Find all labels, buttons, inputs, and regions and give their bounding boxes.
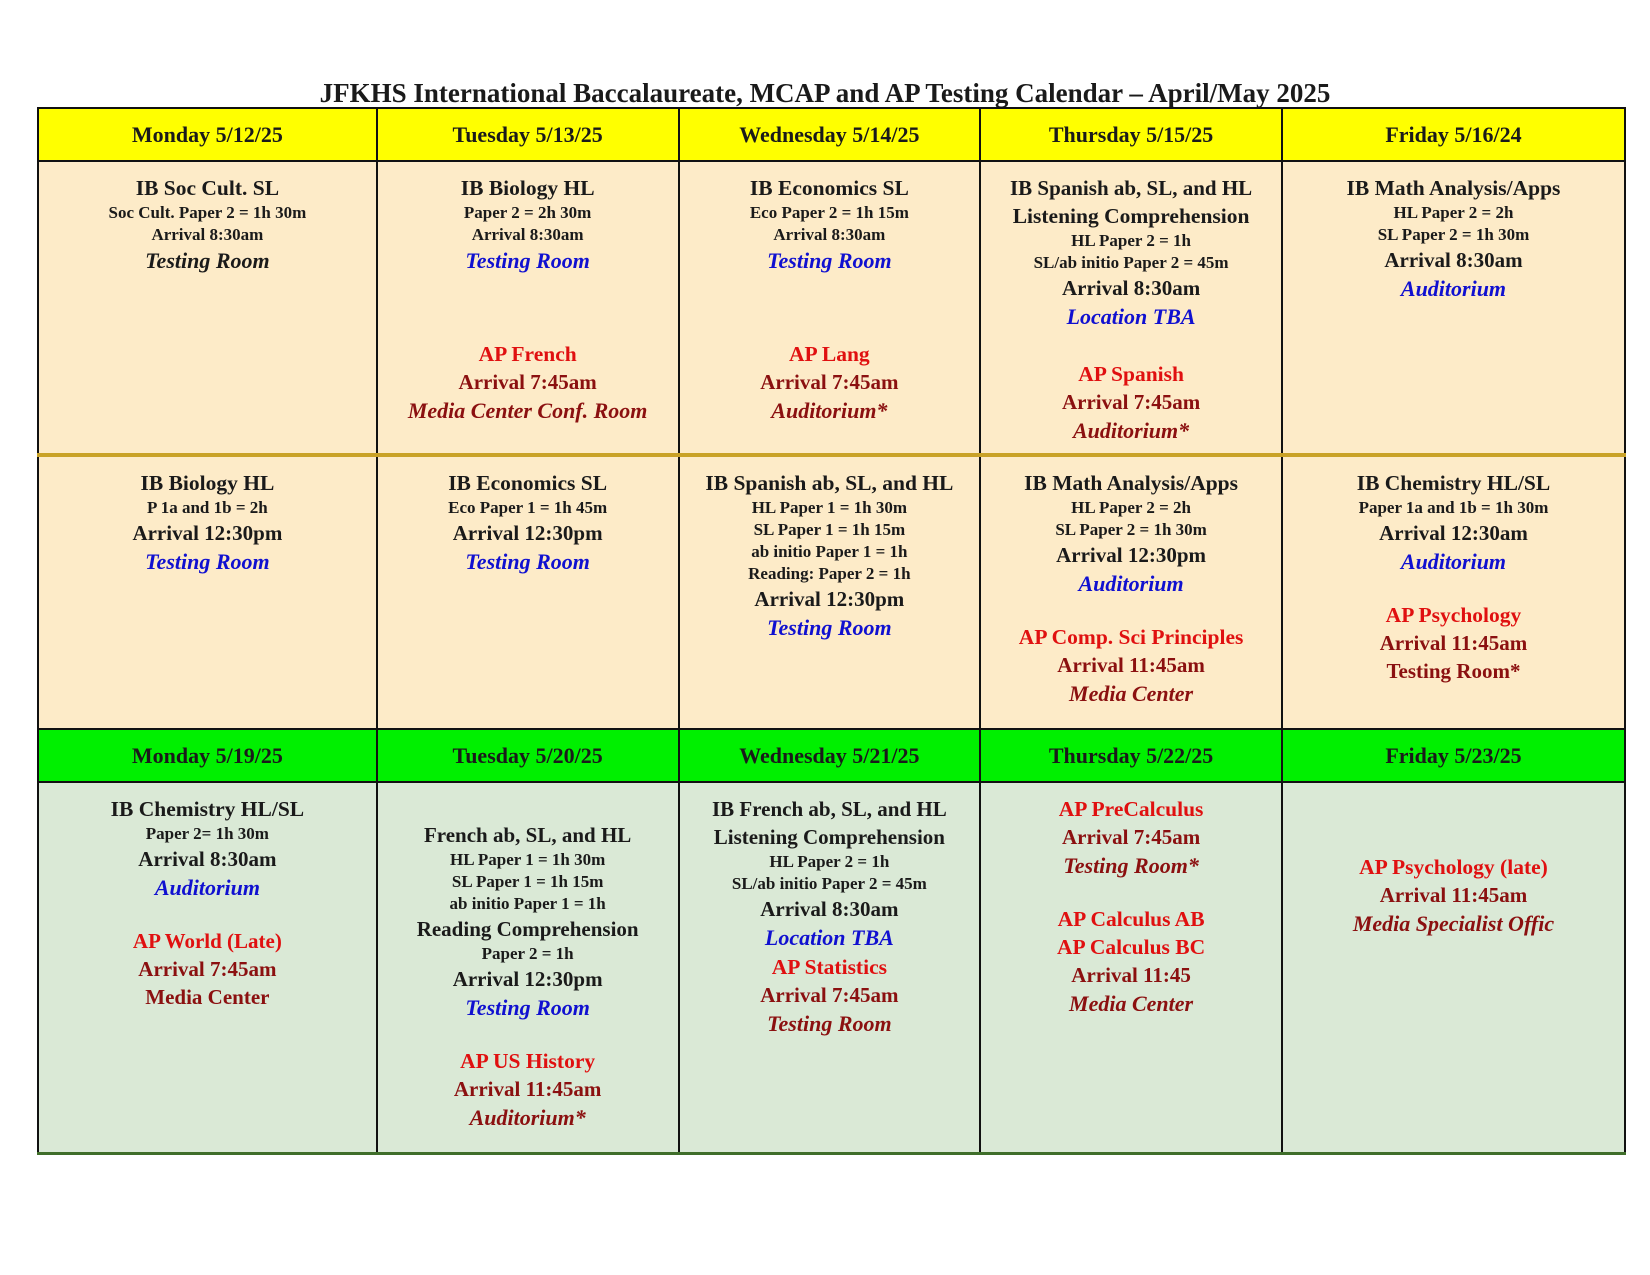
exam-name: IB Math Analysis/Apps (1346, 176, 1561, 200)
paper-duration: SL Paper 2 = 1h 30m (1055, 520, 1207, 539)
cell-tue-w2 (377, 782, 679, 1154)
location: Location TBA (1066, 304, 1196, 329)
exam-name: IB Economics SL (749, 176, 909, 200)
ap-location: Auditorium* (1073, 418, 1190, 443)
ap-exam-name: AP PreCalculus (1058, 797, 1204, 821)
ap-location: Media Center (1069, 681, 1194, 706)
arrival-time: Arrival 8:30am (1384, 248, 1523, 272)
week1-morning-row (38, 161, 1625, 455)
exam-name: IB Spanish ab, SL, and HL (1009, 176, 1253, 200)
arrival-time: Arrival 8:30am (471, 225, 584, 244)
exam-name: IB French ab, SL, and HL (711, 797, 947, 821)
day-header-tue: Tuesday 5/20/25 (377, 729, 679, 782)
paper-duration: Paper 2= 1h 30m (145, 824, 269, 843)
cell-mon-w2 (38, 782, 377, 1154)
day-header-thu: Thursday 5/15/25 (980, 108, 1282, 161)
ap-location: Auditorium* (771, 398, 888, 423)
day-header-wed: Wednesday 5/14/25 (679, 108, 981, 161)
ap-arrival-time: Arrival 11:45am (1057, 653, 1205, 677)
ap-location: Media Center (1069, 991, 1194, 1016)
page-title: JFKHS International Baccalaureate, MCAP and AP Testing Calendar – April/May 2025 (319, 78, 1331, 108)
paper-duration: HL Paper 1 = 1h 30m (449, 850, 606, 869)
location: Auditorium (1078, 571, 1184, 596)
ap-location: Auditorium* (469, 1105, 586, 1130)
location: Location TBA (764, 925, 894, 950)
day-header-fri: Friday 5/16/24 (1282, 108, 1625, 161)
day-header-mon: Monday 5/12/25 (38, 108, 377, 161)
paper-duration: Eco Paper 2 = 1h 15m (749, 203, 909, 222)
week1-afternoon-row (38, 455, 1625, 729)
arrival-time: Arrival 12:30pm (452, 521, 603, 545)
location: Testing Room (145, 549, 270, 574)
paper-duration: ab initio Paper 1 = 1h (751, 542, 908, 561)
ap-exam-name: AP Comp. Sci Principles (1018, 625, 1244, 649)
day-header-fri: Friday 5/23/25 (1282, 729, 1625, 782)
cell-mon-pm (38, 455, 377, 729)
exam-name: IB Biology HL (140, 471, 275, 495)
exam-name: IB Chemistry HL/SL (1356, 471, 1551, 495)
cell-fri-am (1282, 161, 1625, 455)
exam-name: IB Economics SL (448, 471, 608, 495)
ap-arrival-time: Arrival 7:45am (1061, 825, 1201, 849)
cell-fri-w2 (1282, 782, 1625, 1154)
ap-arrival-time: Arrival 7:45am (458, 370, 597, 394)
ap-location: Media Center Conf. Room (407, 398, 648, 423)
ap-arrival-time: Arrival 11:45am (1379, 883, 1528, 907)
ap-exam-name: AP US History (460, 1049, 596, 1073)
exam-subtitle: Listening Comprehension (713, 825, 945, 849)
paper-duration: HL Paper 2 = 2h (1071, 498, 1192, 517)
day-header-mon: Monday 5/19/25 (38, 729, 377, 782)
ap-exam-name: AP French (478, 342, 577, 366)
arrival-time: Arrival 8:30am (138, 847, 277, 871)
paper-duration: P 1a and 1b = 2h (147, 498, 268, 517)
exam-subtitle: Listening Comprehension (1012, 204, 1250, 228)
location: Auditorium (1400, 276, 1507, 301)
cell-mon-am (38, 161, 377, 455)
exam-name: French ab, SL, and HL (423, 823, 632, 847)
paper-duration: SL/ab initio Paper 2 = 45m (731, 874, 927, 893)
location: Testing Room (145, 248, 270, 273)
paper-duration: SL Paper 1 = 1h 15m (753, 520, 906, 539)
exam-name: IB Soc Cult. SL (135, 176, 280, 200)
ap-arrival-time: Arrival 11:45am (453, 1077, 602, 1101)
arrival-time: Arrival 12:30am (1379, 521, 1528, 545)
ap-exam-name: AP Statistics (771, 955, 887, 979)
ap-exam-name: AP Lang (789, 342, 870, 366)
arrival-time: Arrival 8:30am (773, 225, 886, 244)
paper-duration: HL Paper 2 = 1h (769, 852, 890, 871)
ap-location: Testing Room* (1386, 659, 1521, 683)
ap-exam-name: AP Calculus BC (1057, 935, 1206, 959)
ap-exam-name: AP Psychology (1385, 603, 1522, 627)
paper-duration: Paper 2 = 2h 30m (463, 203, 592, 222)
location: Auditorium (154, 875, 260, 900)
cell-wed-w2 (679, 782, 981, 1154)
ap-location: Testing Room (767, 1011, 892, 1036)
ap-arrival-time: Arrival 7:45am (138, 957, 277, 981)
ap-exam-name: AP Psychology (late) (1359, 855, 1548, 879)
location: Testing Room (767, 248, 892, 273)
location: Auditorium (1400, 549, 1507, 574)
location: Testing Room (465, 248, 590, 273)
paper-duration: SL/ab initio Paper 2 = 45m (1033, 253, 1229, 272)
cell-wed-am (679, 161, 981, 455)
arrival-time: Arrival 12:30pm (452, 967, 603, 991)
ap-arrival-time: Arrival 11:45am (1379, 631, 1528, 655)
paper-duration: HL Paper 2 = 1h (1071, 231, 1192, 250)
ap-exam-name: AP Calculus AB (1057, 907, 1205, 931)
ap-arrival-time: Arrival 7:45am (760, 983, 899, 1007)
ap-arrival-time: Arrival 7:45am (1061, 390, 1201, 414)
location: Testing Room (465, 549, 590, 574)
ap-location: Testing Room* (1063, 853, 1199, 878)
location: Testing Room (767, 615, 892, 640)
cell-tue-am (377, 161, 679, 455)
paper-duration: SL Paper 1 = 1h 15m (451, 872, 604, 891)
arrival-time: Arrival 12:30pm (1056, 543, 1207, 567)
day-header-thu: Thursday 5/22/25 (980, 729, 1282, 782)
exam-name: IB Biology HL (460, 176, 595, 200)
paper-duration: ab initio Paper 1 = 1h (449, 894, 606, 913)
paper-duration: Paper 1a and 1b = 1h 30m (1358, 498, 1549, 517)
cell-thu-w2 (980, 782, 1282, 1154)
paper-duration: Eco Paper 1 = 1h 45m (448, 498, 608, 517)
cell-thu-pm (980, 455, 1282, 729)
week1-header-row (38, 108, 1625, 161)
arrival-time: Arrival 8:30am (151, 225, 264, 244)
cell-fri-pm (1282, 455, 1625, 729)
arrival-time: Arrival 8:30am (760, 897, 899, 921)
paper-duration: Paper 2 = 1h (481, 944, 574, 963)
paper-duration: Reading: Paper 2 = 1h (748, 564, 911, 583)
day-header-tue: Tuesday 5/13/25 (377, 108, 679, 161)
ap-arrival-time: Arrival 7:45am (760, 370, 899, 394)
day-header-wed: Wednesday 5/21/25 (679, 729, 981, 782)
testing-calendar (37, 107, 1626, 1155)
paper-duration: SL Paper 2 = 1h 30m (1377, 225, 1530, 244)
ap-location: Media Specialist Offic (1352, 911, 1555, 936)
cell-wed-pm (679, 455, 981, 729)
week2-header-row (38, 729, 1625, 782)
paper-duration: HL Paper 1 = 1h 30m (751, 498, 908, 517)
paper-duration: Soc Cult. Paper 2 = 1h 30m (108, 203, 307, 222)
exam-name: IB Math Analysis/Apps (1024, 471, 1239, 495)
cell-thu-am (980, 161, 1282, 455)
arrival-time: Arrival 12:30pm (132, 521, 283, 545)
cell-tue-pm (377, 455, 679, 729)
exam-name: IB Spanish ab, SL, and HL (705, 471, 954, 495)
paper-duration: HL Paper 2 = 2h (1393, 203, 1514, 222)
week2-row (38, 782, 1625, 1154)
exam-name: IB Chemistry HL/SL (110, 797, 305, 821)
location: Testing Room (465, 995, 590, 1020)
arrival-time: Arrival 12:30pm (754, 587, 905, 611)
ap-location: Media Center (145, 985, 270, 1009)
ap-arrival-time: Arrival 11:45 (1071, 963, 1191, 987)
ap-exam-name: AP World (Late) (132, 929, 282, 953)
arrival-time: Arrival 8:30am (1061, 276, 1201, 300)
ap-exam-name: AP Spanish (1078, 362, 1184, 386)
exam-subtitle: Reading Comprehension (416, 917, 639, 941)
